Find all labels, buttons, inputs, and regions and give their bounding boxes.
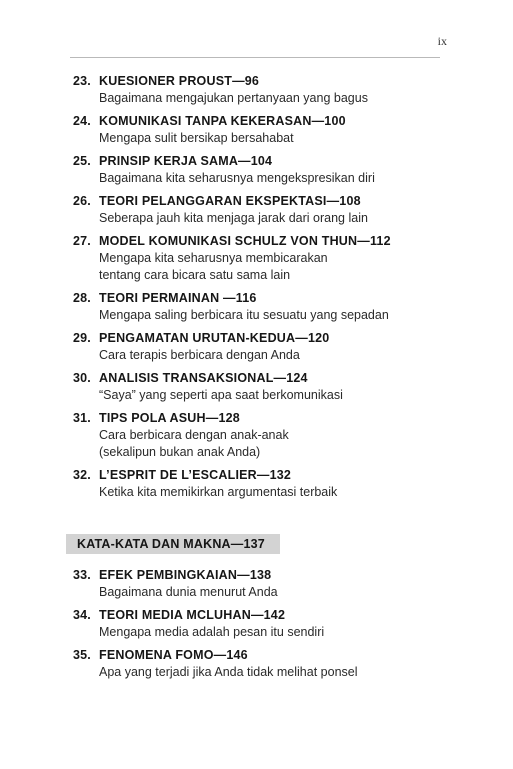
page-number: ix (437, 34, 447, 48)
toc-entry (73, 370, 453, 404)
toc-entry-description: Cara terapis berbicara dengan Anda (99, 348, 300, 362)
toc-entry (73, 153, 453, 187)
toc-entry-title (73, 113, 453, 130)
header-rule (70, 57, 440, 58)
toc-entry-title (73, 607, 453, 624)
toc-entry-title-text: MODEL KOMUNIKASI SCHULZ VON THUN—112 (99, 234, 391, 248)
toc-entry (73, 113, 453, 147)
toc-entry (73, 607, 453, 641)
toc-entry-number: 31. (73, 411, 91, 425)
toc-entry-description: Mengapa media adalah pesan itu sendiri (99, 625, 325, 639)
toc-entry (73, 467, 453, 501)
toc-entry-title (73, 153, 453, 170)
toc-entry (73, 410, 453, 461)
toc-entry (73, 567, 453, 601)
toc-entry-description: Cara berbicara dengan anak-anak (99, 428, 289, 442)
toc-entry-description: Apa yang terjadi jika Anda tidak melihat ponsel (99, 665, 358, 679)
toc-entry-title (73, 193, 453, 210)
toc-entry (73, 330, 453, 364)
toc-entry-description: Mengapa sulit bersikap bersahabat (99, 131, 294, 145)
toc-entry (73, 290, 453, 324)
toc-entry-description: Bagaimana dunia menurut Anda (99, 585, 278, 599)
toc-entry-description: Bagaimana mengajukan pertanyaan yang bagus (99, 91, 368, 105)
toc-entry-title (73, 233, 453, 250)
toc-entry (73, 647, 453, 681)
toc-entry-title (73, 370, 453, 387)
toc-entry-title (73, 330, 453, 347)
toc-entry-number: 23. (73, 74, 91, 88)
toc-entry-number: 29. (73, 331, 91, 345)
toc-entry-title-text: TEORI PELANGGARAN EKSPEKTASI—108 (99, 194, 361, 208)
toc-entry-description: “Saya” yang seperti apa saat berkomunikasi (99, 388, 343, 402)
toc-entry-title-text: ANALISIS TRANSAKSIONAL—124 (99, 371, 308, 385)
toc-entry-number: 28. (73, 291, 91, 305)
toc-entry-description: (sekalipun bukan anak Anda) (99, 445, 261, 459)
toc-entry-title (73, 467, 453, 484)
toc-entry-title-text: TIPS POLA ASUH—128 (99, 411, 240, 425)
toc-entry-number: 24. (73, 114, 91, 128)
toc-entry-number: 26. (73, 194, 91, 208)
toc-entry-number: 27. (73, 234, 91, 248)
toc-entry (73, 233, 453, 284)
toc-entry-title-text: FENOMENA FOMO—146 (99, 648, 248, 662)
toc-entry-title-text: KUESIONER PROUST—96 (99, 74, 260, 88)
toc-entry-description: Ketika kita memikirkan argumentasi terbaik (99, 485, 338, 499)
toc-entry-description: Mengapa kita seharusnya membicarakan (99, 251, 328, 265)
toc-list-top (73, 73, 453, 507)
toc-entry-title-text: TEORI PERMAINAN —116 (99, 291, 257, 305)
toc-entry-title-text: KOMUNIKASI TANPA KEKERASAN—100 (99, 114, 346, 128)
toc-entry-number: 33. (73, 568, 91, 582)
toc-entry (73, 73, 453, 107)
toc-entry-description: tentang cara bicara satu sama lain (99, 268, 291, 282)
toc-entry-title (73, 410, 453, 427)
toc-entry-title-text: TEORI MEDIA MCLUHAN—142 (99, 608, 286, 622)
toc-entry-title (73, 647, 453, 664)
toc-entry-title-text: L’ESPRIT DE L’ESCALIER—132 (99, 468, 292, 482)
toc-entry-title (73, 567, 453, 584)
toc-entry-number: 35. (73, 648, 91, 662)
toc-entry-title-text: EFEK PEMBINGKAIAN—138 (99, 568, 272, 582)
toc-entry-number: 25. (73, 154, 91, 168)
toc-entry-description: Bagaimana kita seharusnya mengekspresikan diri (99, 171, 375, 185)
toc-list-bottom (73, 567, 453, 687)
toc-entry-description: Mengapa saling berbicara itu sesuatu yang sepadan (99, 308, 389, 322)
toc-entry-title-text: PRINSIP KERJA SAMA—104 (99, 154, 273, 168)
toc-entry (73, 193, 453, 227)
toc-entry-number: 34. (73, 608, 91, 622)
toc-entry-number: 30. (73, 371, 91, 385)
toc-entry-title-text: PENGAMATAN URUTAN-KEDUA—120 (99, 331, 330, 345)
toc-entry-title (73, 73, 453, 90)
toc-entry-title (73, 290, 453, 307)
section-heading: KATA-KATA DAN MAKNA—137 (66, 534, 280, 554)
toc-entry-description: Seberapa jauh kita menjaga jarak dari orang lain (99, 211, 368, 225)
toc-entry-number: 32. (73, 468, 91, 482)
